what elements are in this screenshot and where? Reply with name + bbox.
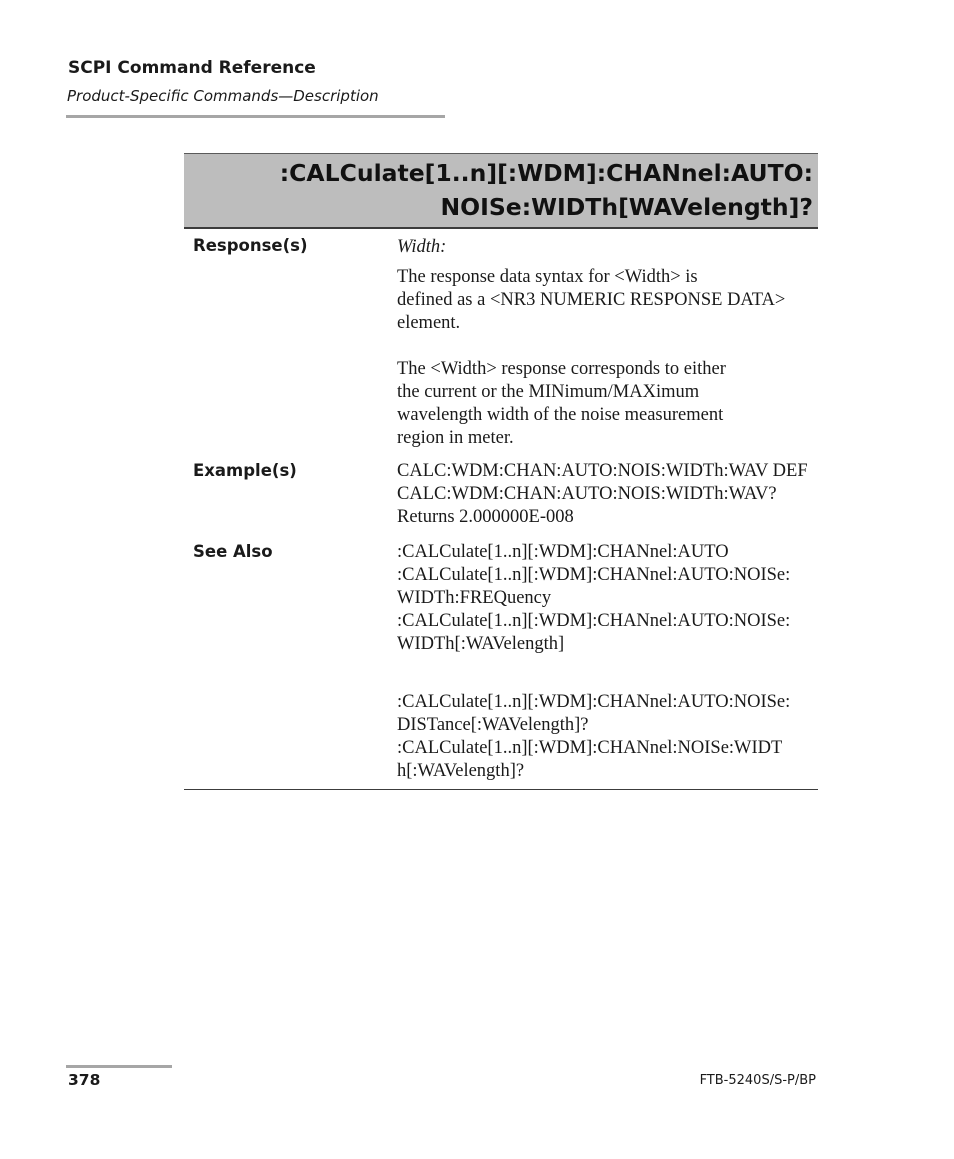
responses-label: Response(s)	[193, 236, 308, 255]
see-also-line: WIDTh[:WAVelength]	[397, 634, 565, 654]
see-also-line: :CALCulate[1..n][:WDM]:CHANnel:AUTO:NOISe:	[397, 611, 791, 631]
response-line: The response data syntax for <Width> is	[397, 267, 698, 287]
command-heading-line-2: NOISe:WIDTh[WAVelength]?	[440, 193, 813, 221]
running-header-subtitle: Product-Specific Commands—Description	[67, 87, 379, 105]
see-also-label: See Also	[193, 542, 273, 561]
footer-divider	[66, 1065, 172, 1068]
table-bottom-rule	[184, 789, 818, 790]
page-number: 378	[68, 1071, 101, 1089]
examples-value	[397, 460, 817, 529]
response-line: wavelength width of the noise measurement	[397, 405, 724, 425]
see-also-line: h[:WAVelength]?	[397, 761, 525, 781]
response-line: the current or the MINimum/MAXimum	[397, 382, 700, 402]
see-also-line: WIDTh:FREQuency	[397, 588, 552, 608]
see-also-line: :CALCulate[1..n][:WDM]:CHANnel:NOISe:WIDT	[397, 738, 783, 758]
header-divider	[66, 115, 445, 118]
response-paragraph-2	[397, 358, 817, 450]
document-code: FTB-5240S/S-P/BP	[699, 1073, 816, 1088]
responses-value	[397, 236, 817, 450]
see-also-line: :CALCulate[1..n][:WDM]:CHANnel:AUTO:NOISe:	[397, 565, 791, 585]
examples-label: Example(s)	[193, 461, 297, 480]
see-also-line: DISTance[:WAVelength]?	[397, 715, 589, 735]
response-line: The <Width> response corresponds to either	[397, 359, 726, 379]
response-line: region in meter.	[397, 428, 514, 448]
response-name: Width:	[397, 237, 447, 257]
example-line: Returns 2.000000E-008	[397, 507, 574, 527]
response-line: defined as a <NR3 NUMERIC RESPONSE DATA>	[397, 290, 786, 310]
response-line: element.	[397, 313, 461, 333]
example-line: CALC:WDM:CHAN:AUTO:NOIS:WIDTh:WAV?	[397, 484, 777, 504]
command-heading-line-1: :CALCulate[1..n][:WDM]:CHANnel:AUTO:	[279, 159, 813, 187]
see-also-line: :CALCulate[1..n][:WDM]:CHANnel:AUTO	[397, 542, 729, 562]
response-paragraph-1	[397, 266, 817, 335]
example-line: CALC:WDM:CHAN:AUTO:NOIS:WIDTh:WAV DEF	[397, 461, 808, 481]
see-also-group-2	[397, 691, 817, 783]
running-header-title: SCPI Command Reference	[68, 58, 316, 78]
command-heading-box	[184, 153, 818, 229]
see-also-line: :CALCulate[1..n][:WDM]:CHANnel:AUTO:NOISe:	[397, 692, 791, 712]
see-also-value	[397, 541, 817, 783]
